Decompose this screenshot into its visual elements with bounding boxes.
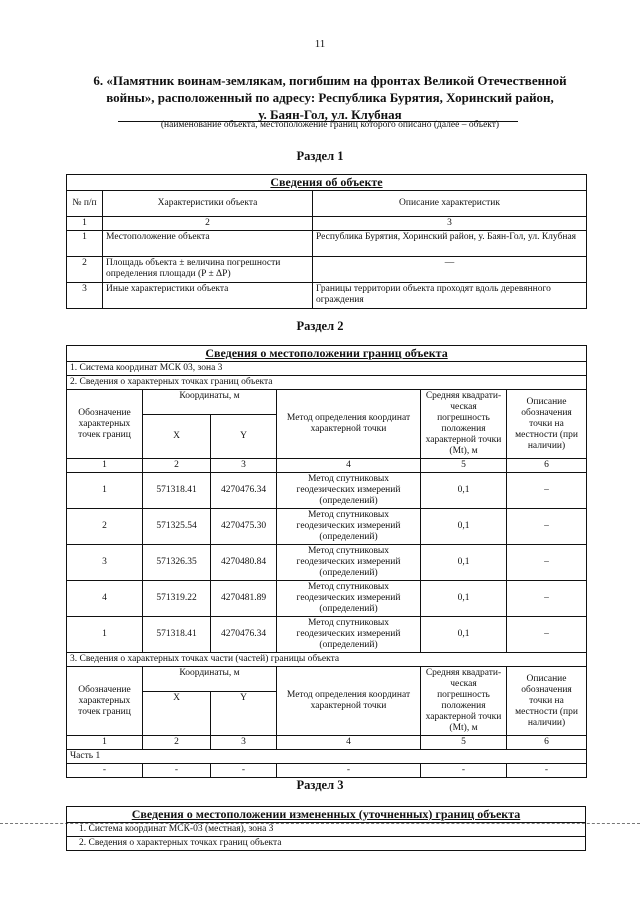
point-x: 571318.41	[143, 473, 211, 509]
table-row	[67, 283, 587, 309]
col-header-x: X	[143, 415, 211, 459]
part-col-header-coords: Координаты, м	[143, 667, 277, 692]
col-header-method: Метод определения координат характерной точки	[277, 390, 421, 459]
point-desc: –	[507, 617, 587, 653]
section-1-title: Раздел 1	[296, 149, 344, 163]
col-number: 3	[211, 736, 277, 750]
col-header-error: Средняя квадрати-ческая погрешность положения характерной точки (Mt), м	[421, 390, 507, 459]
point-y: 4270475.30	[211, 509, 277, 545]
point-error: 0,1	[421, 617, 507, 653]
point-error: 0,1	[421, 509, 507, 545]
col-number: 5	[421, 736, 507, 750]
table-row	[67, 764, 587, 778]
point-method: Метод спутниковых геодезических измерений (определений)	[277, 581, 421, 617]
point-id: 4	[67, 581, 143, 617]
changed-points-caption: 2. Сведения о характерных точках границ объекта	[67, 837, 586, 851]
point-x: 571325.54	[143, 509, 211, 545]
point-id: 1	[67, 617, 143, 653]
col-number: 6	[507, 459, 587, 473]
boundary-points-table	[66, 345, 587, 778]
part-points-caption: 3. Сведения о характерных точках части (частей) границы объекта	[67, 653, 587, 667]
heading-line-2: войны», расположенный по адресу: Республика Бурятия, Хоринский район,	[106, 90, 554, 105]
part-cell: -	[507, 764, 587, 778]
point-desc: –	[507, 509, 587, 545]
col-header-num: № п/п	[67, 191, 103, 217]
coordinate-system: 1. Система координат МСК 03, зона 3	[67, 362, 587, 376]
row-description: Границы территории объекта проходят вдоль деревянного ограждения	[313, 283, 587, 309]
part-col-header-x: X	[143, 692, 211, 736]
col-number: 2	[143, 736, 211, 750]
part-cell: -	[211, 764, 277, 778]
point-error: 0,1	[421, 581, 507, 617]
col-number: 4	[277, 459, 421, 473]
col-header-characteristic: Характеристики объекта	[103, 191, 313, 217]
col-number: 3	[313, 217, 587, 231]
part-col-header-y: Y	[211, 692, 277, 736]
col-number: 2	[143, 459, 211, 473]
row-index: 3	[67, 283, 103, 309]
points-caption: 2. Сведения о характерных точках границ объекта	[67, 376, 587, 390]
part-col-header-desc: Описание обозначения точки на местности (при наличии)	[507, 667, 587, 736]
part-label: Часть 1	[67, 750, 587, 764]
row-characteristic: Площадь объекта ± величина погрешности определения площади (P ± ΔP)	[103, 257, 313, 283]
point-error: 0,1	[421, 473, 507, 509]
changed-boundaries-caption: Сведения о местоположении измененных (уточненных) границ объекта	[67, 807, 586, 823]
col-number: 3	[211, 459, 277, 473]
row-characteristic: Иные характеристики объекта	[103, 283, 313, 309]
point-method: Метод спутниковых геодезических измерений (определений)	[277, 473, 421, 509]
col-header-point: Обозначение характерных точек границ	[67, 390, 143, 459]
page-number: 11	[314, 38, 326, 50]
row-description: Республика Бурятия, Хоринский район, у. Баян-Гол, ул. Клубная	[313, 231, 587, 257]
point-y: 4270481.89	[211, 581, 277, 617]
heading-line-1: 6. «Памятник воинам-землякам, погибшим на фронтах Великой Отечественной	[93, 73, 567, 88]
col-header-desc: Описание обозначения точки на местности (при наличии)	[507, 390, 587, 459]
part-cell: -	[277, 764, 421, 778]
point-id: 1	[67, 473, 143, 509]
part-cell: -	[421, 764, 507, 778]
point-desc: –	[507, 545, 587, 581]
point-y: 4270476.34	[211, 617, 277, 653]
row-index: 2	[67, 257, 103, 283]
col-number: 1	[67, 217, 103, 231]
heading-line-3: у. Баян-Гол, ул. Клубная	[258, 107, 402, 122]
point-y: 4270476.34	[211, 473, 277, 509]
table-row	[67, 231, 587, 257]
col-number: 5	[421, 459, 507, 473]
table-row	[67, 509, 587, 545]
boundary-caption: Сведения о местоположении границ объекта	[67, 346, 587, 362]
table-row	[67, 617, 587, 653]
point-x: 571318.41	[143, 617, 211, 653]
table-row	[67, 581, 587, 617]
part-col-header-error: Средняя квадрати-ческая погрешность положения характерной точки (Mt), м	[421, 667, 507, 736]
point-y: 4270480.84	[211, 545, 277, 581]
table-row	[67, 473, 587, 509]
point-method: Метод спутниковых геодезических измерений (определений)	[277, 509, 421, 545]
point-id: 2	[67, 509, 143, 545]
row-characteristic: Местоположение объекта	[103, 231, 313, 257]
section-2-title: Раздел 2	[296, 319, 344, 333]
object-info-caption: Сведения об объекте	[67, 175, 587, 191]
object-info-table	[66, 174, 587, 309]
part-col-header-point: Обозначение характерных точек границ	[67, 667, 143, 736]
part-cell: -	[143, 764, 211, 778]
table-row	[67, 257, 587, 283]
point-id: 3	[67, 545, 143, 581]
col-number: 1	[67, 736, 143, 750]
point-x: 571319.22	[143, 581, 211, 617]
part-col-header-method: Метод определения координат характерной точки	[277, 667, 421, 736]
col-header-description: Описание характеристик	[313, 191, 587, 217]
point-desc: –	[507, 581, 587, 617]
point-error: 0,1	[421, 545, 507, 581]
part-cell: -	[67, 764, 143, 778]
changed-boundaries-table	[66, 806, 586, 851]
heading-note: (наименование объекта, местоположение границ которого описано (далее – объект)	[160, 120, 500, 130]
point-desc: –	[507, 473, 587, 509]
col-header-y: Y	[211, 415, 277, 459]
col-number: 6	[507, 736, 587, 750]
col-number: 1	[67, 459, 143, 473]
col-number: 4	[277, 736, 421, 750]
changed-coordinate-system: 1. Система координат МСК-03 (местная), зона 3	[67, 823, 586, 837]
table-row	[67, 545, 587, 581]
row-description: —	[313, 257, 587, 283]
section-3-title: Раздел 3	[296, 778, 344, 792]
point-method: Метод спутниковых геодезических измерений (определений)	[277, 617, 421, 653]
col-header-coords: Координаты, м	[143, 390, 277, 415]
point-method: Метод спутниковых геодезических измерений (определений)	[277, 545, 421, 581]
col-number: 2	[103, 217, 313, 231]
point-x: 571326.35	[143, 545, 211, 581]
document-heading	[70, 72, 590, 123]
row-index: 1	[67, 231, 103, 257]
